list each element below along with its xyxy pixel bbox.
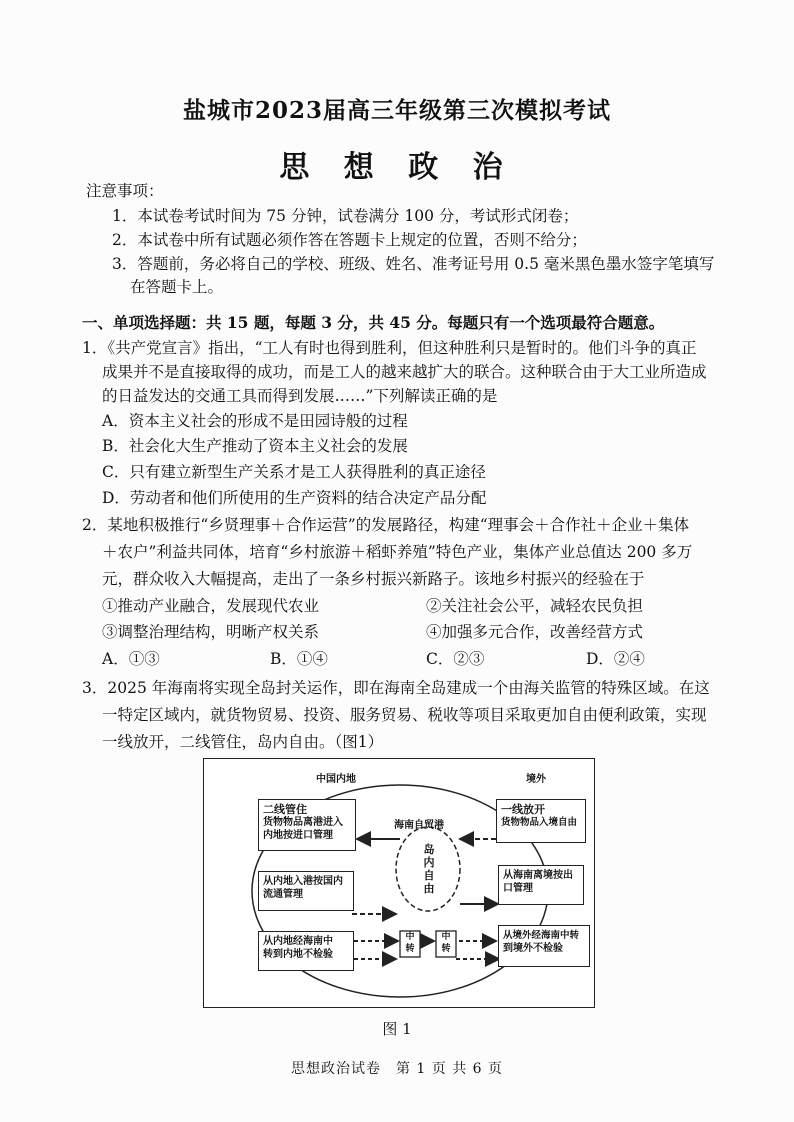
- box-overseas-transit: 从境外经海南中转 到境外不检验: [498, 925, 590, 967]
- label-mainland: 中国内地: [316, 774, 356, 785]
- island-freedom-text: 岛内自由: [423, 843, 435, 895]
- figure-1-diagram: [203, 758, 595, 1008]
- statement: ①推动产业融合，发展现代农业: [102, 597, 320, 615]
- question-text: ＋农户”利益共同体，培育“乡村旅游＋稻虾养殖”特色产业，集体产业总值达 200 多万: [102, 543, 693, 561]
- option-d: D．劳动者和他们所使用的生产资料的结合决定产品分配: [102, 489, 487, 507]
- notice-item: 2．本试卷中所有试题必须作答在答题卡上规定的位置，否则不给分；: [112, 231, 587, 249]
- question-text: 3．2025 年海南将实现全岛封关运作，即在海南全岛建成一个由海关监管的特殊区域。在这: [82, 679, 710, 697]
- page-footer: 思想政治试卷 第 1 页 共 6 页: [290, 1061, 504, 1077]
- box-mainland-entry: 从内地入港按国内 流通管理: [258, 871, 354, 911]
- option-c: C．只有建立新型生产关系才是工人获得胜利的真正途径: [102, 463, 486, 481]
- option-a: A．资本主义社会的形成不是田园诗般的过程: [102, 412, 408, 430]
- notice-item: 1．本试卷考试时间为 75 分钟，试卷满分 100 分，考试形式闭卷；: [112, 207, 579, 225]
- notice-heading: 注意事项：: [86, 182, 164, 200]
- question-text: 2．某地积极推行“乡贤理事＋合作运营”的发展路径，构建“理事会＋合作社＋企业＋集体: [82, 516, 690, 534]
- figure-caption: 图 1: [382, 1020, 412, 1038]
- question-text: 1．《共产党宣言》指出，“工人有时也得到胜利，但这种胜利只是暂时的。他们斗争的真正: [82, 339, 697, 357]
- question-text: 一线放开，二线管住，岛内自由。（图1）: [102, 733, 384, 751]
- notice-item: 在答题卡上。: [130, 278, 224, 296]
- box-first-line: 一线放开 货物物品入境自由: [496, 799, 586, 843]
- section-heading: 一、单项选择题：共 15 题，每题 3 分，共 45 分。每题只有一个选项最符合题意。: [82, 313, 665, 332]
- box-second-line: 二线管住 货物物品离港进入 内地按进口管理: [258, 799, 356, 851]
- notice-item: 3．答题前，务必将自己的学校、班级、姓名、准考证号用 0.5 毫米黑色墨水签字笔填写: [112, 255, 715, 273]
- choice-c: C．②③: [426, 650, 485, 668]
- question-text: 的日益发达的交通工具而得到发展……”下列解读正确的是: [102, 387, 498, 405]
- question-text: 一特定区域内，就货物贸易、投资、服务贸易、税收等项目采取更加自由便利政策，实现: [102, 706, 707, 724]
- box-mainland-transit: 从内地经海南中 转到内地不检验: [258, 931, 354, 971]
- label-hainan-ftp: 海南自贸港: [394, 820, 444, 831]
- statement: ③调整治理结构，明晰产权关系: [102, 623, 320, 641]
- label-overseas: 境外: [526, 774, 546, 785]
- transit-label: 中转: [405, 932, 415, 954]
- choice-d: D．②④: [586, 650, 645, 668]
- choice-b: B．①④: [270, 650, 328, 668]
- question-text: 成果并不是直接取得的成功，而是工人的越来越扩大的联合。这种联合由于大工业所造成: [102, 363, 707, 381]
- subject-title: 思 想 政 治: [279, 150, 515, 185]
- box-hainan-exit: 从海南离境按出 口管理: [498, 865, 584, 905]
- statement: ②关注社会公平，减轻农民负担: [426, 597, 644, 615]
- choice-a: A．①③: [102, 650, 160, 668]
- exam-title: 盐城市2023届高三年级第三次模拟考试: [182, 97, 611, 124]
- transit-label: 中转: [441, 932, 451, 954]
- statement: ④加强多元合作，改善经营方式: [426, 623, 644, 641]
- question-text: 元，群众收入大幅提高，走出了一条乡村振兴新路子。该地乡村振兴的经验在于: [102, 570, 645, 588]
- option-b: B．社会化大生产推动了资本主义社会的发展: [102, 437, 408, 455]
